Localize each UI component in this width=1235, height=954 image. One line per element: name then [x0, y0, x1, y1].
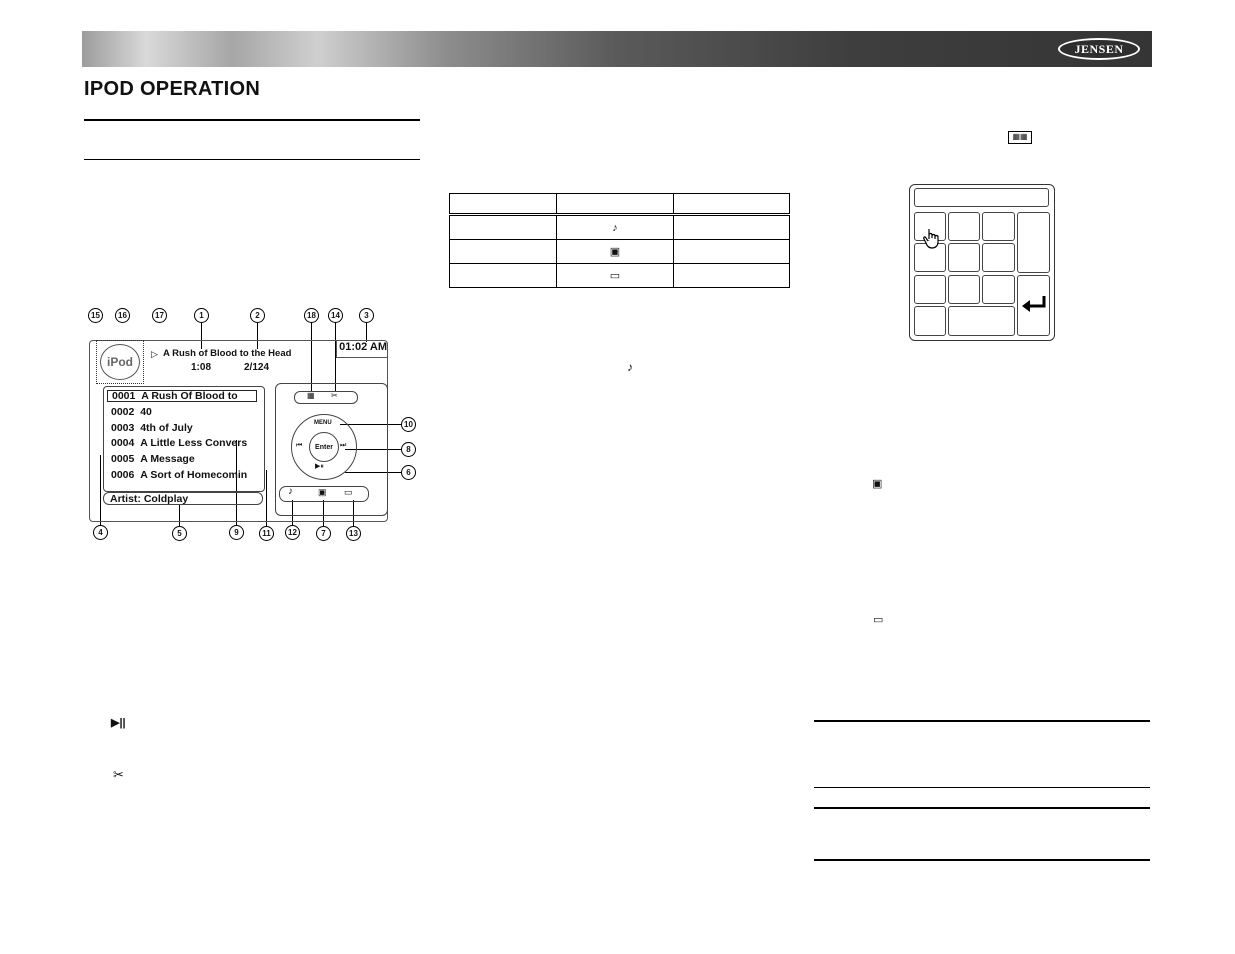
callout-1: 1: [194, 308, 209, 323]
list-item[interactable]: [111, 422, 193, 434]
track-number: 0005: [111, 453, 135, 465]
song-list: [103, 386, 265, 492]
track-number: 0003: [111, 422, 135, 434]
list-item[interactable]: [107, 390, 257, 402]
callout-10: 10: [401, 417, 416, 432]
track-counter: 2/124: [244, 362, 270, 373]
leader-line: [366, 322, 367, 342]
video-icon: ▭: [557, 264, 674, 288]
callout-13: 13: [346, 526, 361, 541]
enter-button[interactable]: Enter: [309, 432, 339, 462]
table-row: [450, 240, 790, 264]
menu-button[interactable]: MENU: [314, 420, 332, 426]
ipod-logo[interactable]: iPod: [100, 344, 140, 380]
music-note-icon[interactable]: ♪: [288, 486, 293, 497]
artist-bar: Artist: Coldplay: [103, 492, 263, 505]
settings-icon[interactable]: ✂: [331, 391, 338, 400]
track-number: 0006: [111, 469, 135, 481]
jensen-logo: JENSEN: [1058, 38, 1140, 60]
source-icon-table: [449, 193, 790, 288]
settings-icon: ✂: [113, 767, 124, 782]
keypad-key[interactable]: [914, 306, 946, 336]
keypad-icon[interactable]: ▦: [307, 391, 315, 400]
photo-icon[interactable]: ▣: [318, 487, 327, 497]
section-rule-2: [84, 159, 420, 160]
callout-9: 9: [229, 525, 244, 540]
keypad-key[interactable]: [982, 212, 1015, 241]
song-title: A Rush of Blood to the Head: [163, 348, 292, 359]
keypad-key[interactable]: [948, 243, 980, 272]
keypad-icon: ▦▦: [1008, 131, 1032, 144]
callout-15: 15: [88, 308, 103, 323]
previous-icon[interactable]: ⏮: [296, 442, 303, 449]
photo-icon: ▣: [872, 478, 883, 490]
track-title: A Sort of Homecomin: [140, 469, 248, 481]
callout-14: 14: [328, 308, 343, 323]
enter-key[interactable]: [1017, 275, 1050, 336]
callout-3: 3: [359, 308, 374, 323]
video-icon[interactable]: ▭: [344, 487, 353, 497]
list-item[interactable]: [111, 437, 247, 449]
keypad-key[interactable]: [982, 243, 1015, 272]
callout-16: 16: [115, 308, 130, 323]
track-number: 0001: [112, 390, 136, 402]
keypad-display: [914, 188, 1049, 207]
table-row: [450, 264, 790, 288]
callout-18: 18: [304, 308, 319, 323]
hand-pointer-icon: [923, 227, 945, 249]
play-pause-button[interactable]: ▶⏸: [315, 463, 324, 470]
keypad-key[interactable]: [948, 212, 980, 241]
music-note-icon: ♪: [557, 215, 674, 240]
top-icon-bar: [294, 391, 358, 404]
list-item[interactable]: [111, 453, 195, 465]
section-rule: [814, 859, 1150, 861]
callout-17: 17: [152, 308, 167, 323]
keypad-key[interactable]: [982, 275, 1015, 304]
table-header-row: [450, 194, 790, 215]
table-row: [450, 215, 790, 240]
callout-6: 6: [401, 465, 416, 480]
photo-icon: ▣: [557, 240, 674, 264]
track-title: A Little Less Convers: [140, 437, 248, 449]
list-item[interactable]: [111, 406, 152, 418]
callout-4: 4: [93, 525, 108, 540]
track-title: 4th of July: [140, 422, 193, 434]
list-item[interactable]: [111, 469, 247, 481]
keypad-key[interactable]: [948, 275, 980, 304]
page-title: IPOD OPERATION: [84, 78, 261, 100]
keypad-key[interactable]: [914, 275, 946, 304]
section-rule-top: [84, 119, 420, 121]
play-triangle-icon: ▷: [151, 349, 158, 359]
numeric-keypad: [909, 184, 1055, 341]
callout-11: 11: [259, 526, 274, 541]
play-pause-icon: ▶||: [111, 717, 126, 729]
section-rule: [814, 787, 1150, 788]
enter-arrow-icon: [1018, 276, 1049, 335]
video-icon: ▭: [873, 614, 884, 626]
header-banner: [82, 31, 1152, 67]
source-bar: [279, 486, 369, 502]
callout-2: 2: [250, 308, 265, 323]
callout-8: 8: [401, 442, 416, 457]
keypad-key[interactable]: [1017, 212, 1050, 273]
track-title: 40: [140, 406, 152, 418]
keypad-key-wide[interactable]: [948, 306, 1015, 336]
section-rule: [814, 720, 1150, 722]
track-number: 0004: [111, 437, 135, 449]
callout-7: 7: [316, 526, 331, 541]
track-number: 0002: [111, 406, 135, 418]
track-title: A Message: [140, 453, 195, 465]
callout-5: 5: [172, 526, 187, 541]
track-title: A Rush Of Blood to: [141, 390, 238, 402]
clock: 01:02 AM: [336, 341, 387, 358]
next-icon[interactable]: ⏭: [340, 442, 347, 449]
elapsed-time: 1:08: [191, 362, 212, 373]
callout-12: 12: [285, 525, 300, 540]
music-note-icon: ♪: [627, 360, 633, 374]
section-rule: [814, 807, 1150, 809]
